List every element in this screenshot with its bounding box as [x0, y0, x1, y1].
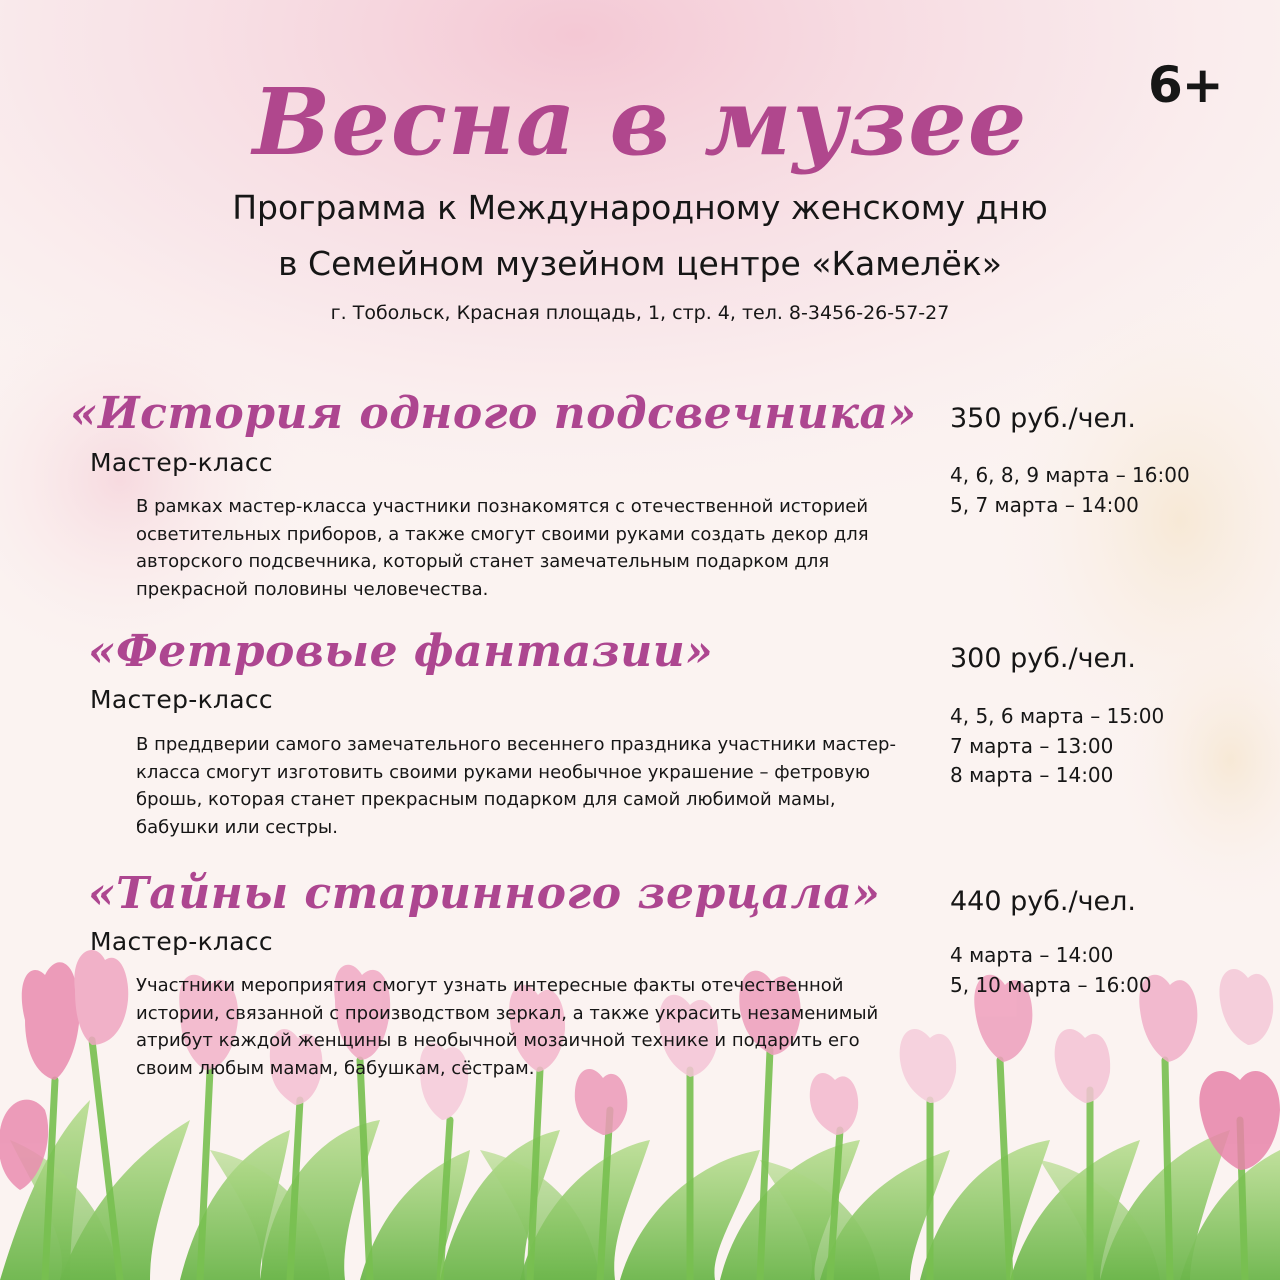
workshop-schedule: [950, 702, 1164, 791]
workshop-kind: Мастер-класс: [90, 448, 273, 477]
schedule-line: 4 марта – 14:00: [950, 943, 1114, 967]
age-rating: 6+: [1148, 56, 1223, 114]
schedule-line: 5, 10 марта – 16:00: [950, 972, 1152, 997]
schedule-line: 7 марта – 13:00: [950, 733, 1114, 758]
schedule-line: 4, 6, 8, 9 марта – 16:00: [950, 463, 1190, 487]
workshop-schedule: [950, 941, 1152, 1000]
workshop-schedule: [950, 461, 1190, 520]
workshop-description: В преддверии самого замечательного весеннего праздника участники мастер-класса смогут изготовить своими руками необычное украшение – фетровую брошь, которая станет прекрасным подарком для самой любимой мамы, бабушки или сестры.: [136, 734, 896, 838]
workshop-title: «Тайны старинного зерцала»: [88, 868, 881, 919]
workshop-title: «Фетровые фантазии»: [88, 626, 714, 677]
workshop-description: В рамках мастер-класса участники познакомятся с отечественной историей осветительных приборов, а также смогут своими руками создать декор для авторского подсвечника, который станет замечательным подарком для прекрасной половины человечества.: [136, 496, 869, 600]
address-line: г. Тобольск, Красная площадь, 1, стр. 4, тел. 8-3456-26-57-27: [330, 302, 950, 324]
subtitle-line-2: в Семейном музейном центре «Камелёк»: [278, 244, 1002, 283]
schedule-line: 5, 7 марта – 14:00: [950, 492, 1139, 517]
workshop-kind: Мастер-класс: [90, 685, 273, 714]
workshop-title: «История одного подсвечника»: [70, 388, 917, 439]
workshop-price: 440 руб./чел.: [950, 886, 1136, 917]
workshop-description: Участники мероприятия смогут узнать интересные факты отечественной истории, связанной с производством зеркал, а также украсить незаменимый атрибут каждой женщины в необычной мозаичной технике и подарить его своим любым мамам, бабушкам, сёстрам.: [136, 975, 879, 1079]
page-title: Весна в музее: [252, 68, 1028, 176]
workshop-price: 350 руб./чел.: [950, 403, 1136, 434]
workshop-price: 300 руб./чел.: [950, 643, 1136, 674]
schedule-line: 8 марта – 14:00: [950, 763, 1114, 787]
subtitle-line-1: Программа к Международному женскому дню: [232, 188, 1048, 227]
schedule-line: 4, 5, 6 марта – 15:00: [950, 704, 1165, 728]
workshop-kind: Мастер-класс: [90, 927, 273, 956]
